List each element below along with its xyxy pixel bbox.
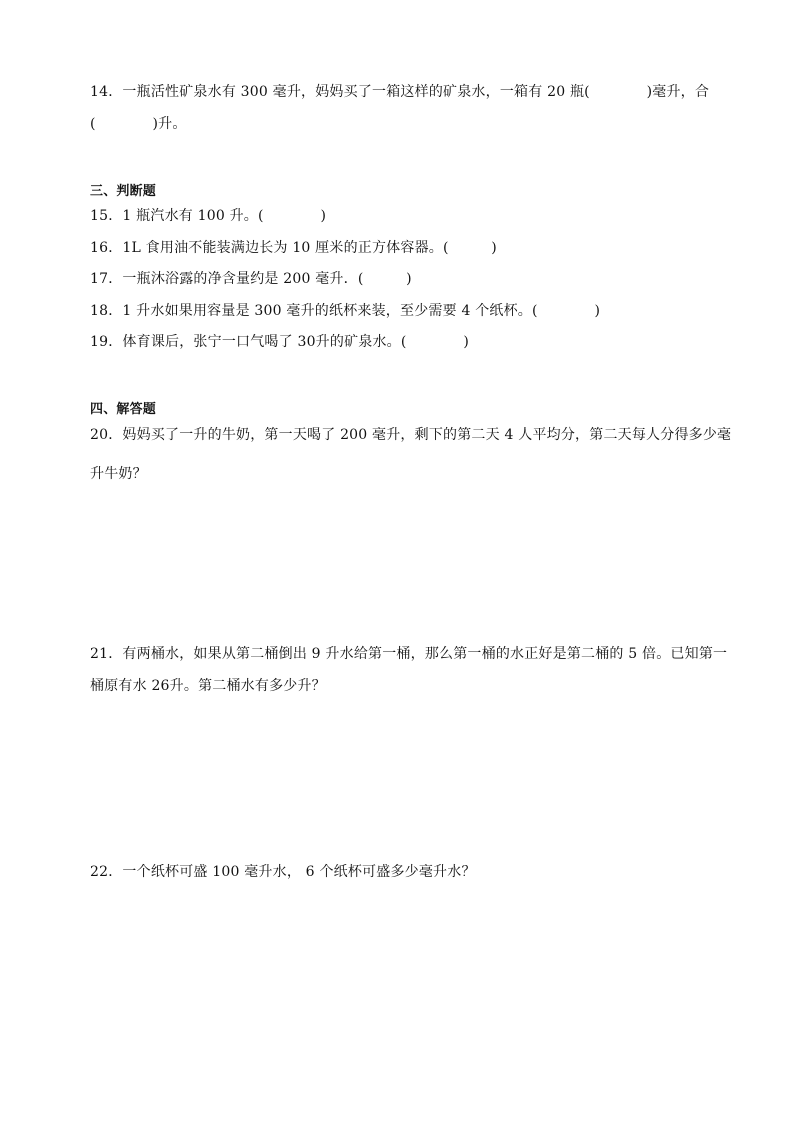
question-20-line-1: 20．妈妈买了一升的牛奶，第一天喝了 200 毫升，剩下的第二天 4 人平均分，第二天每人分得多少毫 bbox=[90, 427, 732, 443]
question-14-line-2: ( )升。 bbox=[90, 116, 187, 132]
question-17: 17．一瓶沐浴露的净含量约是 200 毫升．( ) bbox=[90, 271, 412, 287]
question-19: 19．体育课后，张宁一口气喝了 30升的矿泉水。( ) bbox=[90, 334, 470, 350]
question-22: 22．一个纸杯可盛 100 毫升水， 6 个纸杯可盛多少毫升水？ bbox=[90, 864, 476, 880]
question-20-line-2: 升牛奶？ bbox=[90, 466, 147, 482]
section-3-heading: 三、判断题 bbox=[90, 184, 157, 199]
question-18: 18．1 升水如果用容量是 300 毫升的纸杯来装，至少需要 4 个纸杯。( ) bbox=[90, 303, 601, 319]
question-21-line-2: 桶原有水 26升。第二桶水有多少升？ bbox=[90, 678, 326, 694]
question-14-line-1: 14．一瓶活性矿泉水有 300 毫升，妈妈买了一箱这样的矿泉水，一箱有 20 瓶( )毫升，合 bbox=[90, 84, 710, 100]
section-4-heading: 四、解答题 bbox=[90, 402, 157, 417]
question-15: 15．1 瓶汽水有 100 升。( ) bbox=[90, 208, 327, 224]
question-16: 16．1L 食用油不能装满边长为 10 厘米的正方体容器。( ) bbox=[90, 240, 497, 256]
question-21-line-1: 21．有两桶水，如果从第二桶倒出 9 升水给第一桶，那么第一桶的水正好是第二桶的 5 倍。已知第一 bbox=[90, 646, 728, 662]
